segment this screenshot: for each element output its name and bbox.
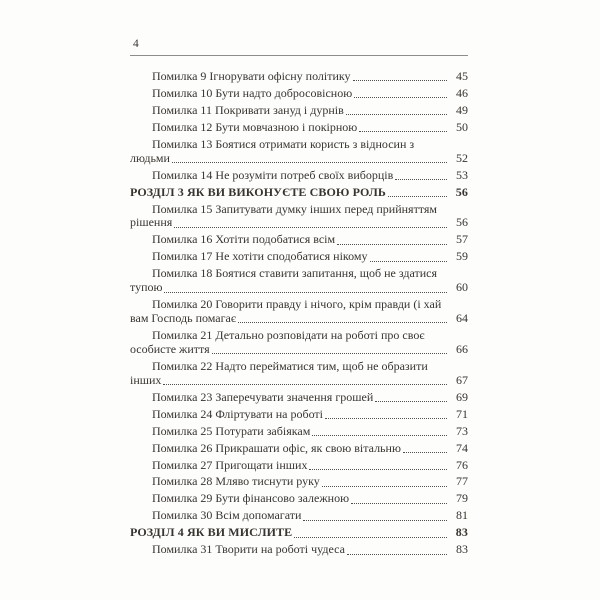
toc-entry-last-line bbox=[130, 312, 468, 326]
toc-entry-last-line bbox=[130, 104, 468, 118]
toc-entry-item bbox=[130, 442, 468, 456]
dot-leader bbox=[294, 537, 447, 538]
dot-leader bbox=[395, 179, 447, 180]
toc-entry-last-line bbox=[130, 169, 468, 183]
toc-entry-text: Помилка 31 Творити на роботі чудеса bbox=[152, 542, 345, 557]
toc-page-number: 64 bbox=[456, 311, 468, 326]
toc-entry-text: Помилка 17 Не хотіти сподобатися нікому bbox=[152, 249, 368, 264]
toc-entry-last-line bbox=[130, 492, 468, 506]
toc-entry-last-line bbox=[130, 250, 468, 264]
toc-entry-last-line bbox=[130, 509, 468, 523]
toc-entry-line: Помилка 22 Надто перейматися тим, щоб не образити bbox=[152, 358, 428, 373]
toc-entry-text: Помилка 9 Ігнорувати офісну політику bbox=[152, 69, 351, 83]
dot-leader bbox=[347, 554, 447, 555]
toc-page-number: 52 bbox=[456, 150, 468, 165]
toc-entry-line: Помилка 15 Запитувати думку інших перед прийняттям bbox=[152, 201, 438, 216]
dot-leader bbox=[312, 435, 447, 436]
toc-entry-text: Помилка 11 Покривати зануд і дурнів bbox=[152, 102, 344, 117]
toc-entry-last-line bbox=[130, 152, 468, 166]
toc-entry-last-line bbox=[130, 233, 468, 247]
toc-entry-item bbox=[130, 87, 468, 101]
toc-page-number: 60 bbox=[456, 280, 468, 295]
toc-entry-line: Помилка 21 Детально розповідати на роботі про своє bbox=[152, 328, 425, 342]
toc-entry-text: Помилка 10 Бути надто добросовісною bbox=[152, 85, 353, 100]
toc-page-number: 83 bbox=[456, 542, 468, 557]
toc-entry-item bbox=[130, 425, 468, 439]
toc-page-number: 81 bbox=[456, 508, 468, 523]
toc-entry-item bbox=[130, 329, 468, 357]
toc-section-item bbox=[130, 186, 468, 200]
toc-entry-last-line bbox=[130, 281, 468, 295]
toc-entry-item bbox=[130, 233, 468, 247]
toc-entry-last-line bbox=[130, 186, 468, 200]
toc-entry-text: Помилка 24 Фліртувати на роботі bbox=[152, 406, 324, 421]
toc-page-number: 49 bbox=[456, 102, 468, 117]
toc-entry-item bbox=[130, 267, 468, 295]
dot-leader bbox=[337, 244, 447, 245]
toc-page-number: 66 bbox=[456, 341, 468, 356]
toc-page-number: 56 bbox=[455, 184, 468, 199]
toc-entry-last-line bbox=[130, 408, 468, 422]
dot-leader bbox=[238, 322, 447, 323]
toc-entry-text: інших bbox=[130, 372, 162, 387]
dot-leader bbox=[303, 520, 447, 521]
dot-leader bbox=[325, 418, 447, 419]
toc-entry-text: людьми bbox=[130, 150, 170, 165]
dot-leader bbox=[172, 162, 447, 163]
toc-page-number: 83 bbox=[455, 525, 468, 540]
dot-leader bbox=[346, 114, 447, 115]
dot-leader bbox=[309, 469, 447, 470]
toc-page-number: 46 bbox=[456, 85, 468, 100]
toc-entry-text: Помилка 29 Бути фінансово залежною bbox=[152, 491, 350, 506]
toc-entry-last-line bbox=[130, 216, 468, 230]
toc-entry-item bbox=[130, 408, 468, 422]
toc-entry-item bbox=[130, 70, 468, 84]
toc-section-title: РОЗДІЛ 4 ЯК ВИ МИСЛИТЕ bbox=[130, 525, 293, 540]
toc-entry-last-line bbox=[130, 374, 468, 388]
toc-entry-item bbox=[130, 169, 468, 183]
toc-entry-text: Помилка 25 Потурати забіякам bbox=[152, 423, 311, 438]
toc-entry-last-line bbox=[130, 442, 468, 456]
toc-entry-text: Помилка 12 Бути мовчазною і покірною bbox=[152, 119, 358, 134]
toc-page-number: 56 bbox=[456, 215, 468, 230]
toc-entry-line: Помилка 18 Боятися ставити запитання, щоб не здатися bbox=[152, 266, 437, 281]
toc-entry-text: особисте життя bbox=[130, 341, 210, 356]
dot-leader bbox=[370, 261, 447, 262]
toc-page-number: 53 bbox=[456, 167, 468, 182]
toc-entry-item bbox=[130, 391, 468, 405]
dot-leader bbox=[375, 401, 447, 402]
toc-entry-text: Помилка 28 Мляво тиснути руку bbox=[152, 474, 320, 489]
header-rule bbox=[130, 55, 468, 56]
toc-entry-line: Помилка 13 Боятися отримати користь з відносин з bbox=[152, 136, 415, 151]
dot-leader bbox=[163, 384, 447, 385]
toc-entry-last-line bbox=[130, 459, 468, 473]
toc-entry-last-line bbox=[130, 543, 468, 557]
toc-entry-item bbox=[130, 360, 468, 388]
dot-leader bbox=[403, 452, 447, 453]
toc-entry-last-line bbox=[130, 343, 468, 357]
toc-page-number: 74 bbox=[456, 440, 468, 455]
toc-entry-item bbox=[130, 459, 468, 473]
toc-entry-last-line bbox=[130, 526, 468, 540]
toc-page-number: 77 bbox=[456, 474, 468, 489]
toc-entry-last-line bbox=[130, 425, 468, 439]
toc-entry-text: Помилка 26 Прикрашати офіс, як свою вітальню bbox=[152, 440, 401, 455]
toc-entry-line: Помилка 20 Говорити правду і нічого, крім правди (і хай bbox=[152, 297, 442, 312]
toc-entry-text: Помилка 16 Хотіти подобатися всім bbox=[152, 232, 336, 247]
toc-entry-item bbox=[130, 203, 468, 231]
toc-entry-item bbox=[130, 138, 468, 166]
toc-entry-last-line bbox=[130, 87, 468, 101]
dot-leader bbox=[212, 353, 447, 354]
toc-entry-item bbox=[130, 492, 468, 506]
toc-page-number: 57 bbox=[456, 232, 468, 247]
toc-entry-text: рішення bbox=[130, 215, 173, 230]
toc-entry-text: Помилка 14 Не розуміти потреб своїх виборців bbox=[152, 167, 394, 182]
toc-entry-text: Помилка 23 Заперечувати значення грошей bbox=[152, 389, 374, 404]
toc-page-number: 45 bbox=[456, 69, 468, 83]
dot-leader bbox=[351, 503, 447, 504]
toc-entry-text: тупою bbox=[130, 280, 163, 295]
dot-leader bbox=[164, 292, 447, 293]
toc-entry-item bbox=[130, 121, 468, 135]
toc-entry-item bbox=[130, 298, 468, 326]
dot-leader bbox=[354, 97, 447, 98]
toc-entry-last-line bbox=[130, 391, 468, 405]
toc-entry-item bbox=[130, 509, 468, 523]
toc-entry-text: Помилка 27 Пригощати інших bbox=[152, 457, 308, 472]
toc-page-number: 79 bbox=[456, 491, 468, 506]
folio-page-number: 4 bbox=[133, 38, 139, 50]
toc-page-number: 50 bbox=[456, 119, 468, 134]
toc-entry-item bbox=[130, 104, 468, 118]
dot-leader bbox=[174, 227, 447, 228]
toc-entry-item bbox=[130, 543, 468, 557]
toc-section-item bbox=[130, 526, 468, 540]
toc-page-number: 76 bbox=[456, 457, 468, 472]
dot-leader bbox=[388, 196, 447, 197]
toc-page-number: 59 bbox=[456, 249, 468, 264]
dot-leader bbox=[359, 131, 447, 132]
toc-page-number: 67 bbox=[456, 372, 468, 387]
toc-page-number: 71 bbox=[456, 406, 468, 421]
toc-entry-last-line bbox=[130, 475, 468, 489]
toc-entry-item bbox=[130, 250, 468, 264]
dot-leader bbox=[353, 80, 447, 81]
dot-leader bbox=[322, 486, 447, 487]
toc-page-number: 73 bbox=[456, 423, 468, 438]
toc-entry-last-line bbox=[130, 121, 468, 135]
toc-entry-text: вам Господь помагає bbox=[130, 311, 237, 326]
toc-entry-item bbox=[130, 475, 468, 489]
toc-page-number: 69 bbox=[456, 389, 468, 404]
toc-list bbox=[130, 70, 468, 557]
toc-section-title: РОЗДІЛ 3 ЯК ВИ ВИКОНУЄТЕ СВОЮ РОЛЬ bbox=[130, 184, 386, 199]
toc-entry-last-line bbox=[130, 70, 468, 84]
book-page bbox=[130, 38, 468, 560]
toc-entry-text: Помилка 30 Всім допомагати bbox=[152, 508, 302, 523]
